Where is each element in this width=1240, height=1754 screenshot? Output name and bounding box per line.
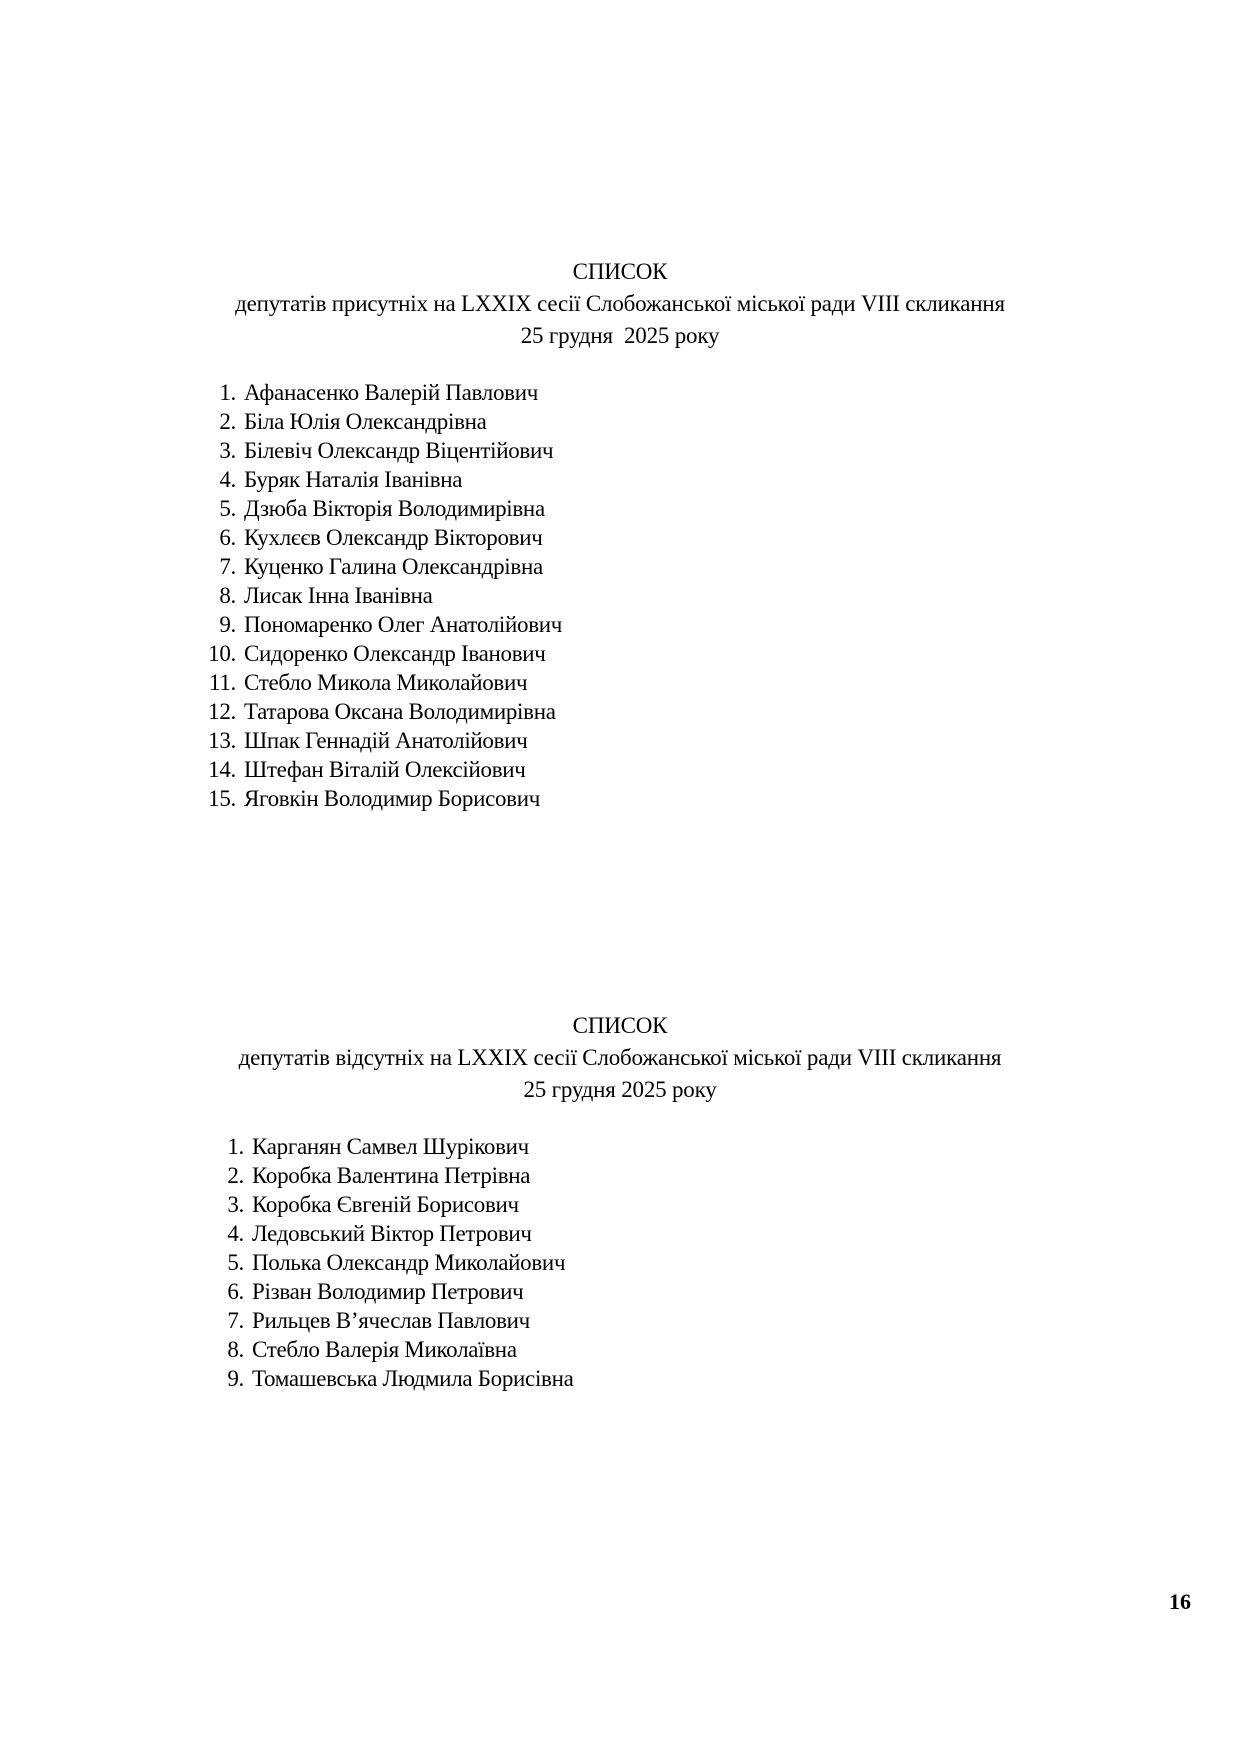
list-item [227, 1364, 574, 1393]
list-item-number: 4. [219, 467, 236, 492]
list-item [219, 436, 562, 465]
list-item-number: 15. [208, 786, 236, 811]
list-item-number: 1. [227, 1134, 244, 1159]
list-item [227, 1219, 574, 1248]
list-item [227, 1190, 574, 1219]
list-item [219, 378, 562, 407]
present-list-subtitle: депутатів присутніх на LXXIX сесії Слобожанської міської ради VIII скликання [235, 291, 1005, 316]
list-item [227, 1248, 574, 1277]
present-deputies-list [208, 378, 563, 813]
deputy-name: Куценко Галина Олександрівна [244, 554, 543, 579]
list-item-number: 2. [219, 409, 236, 434]
absent-list-title: СПИСОК [572, 1013, 668, 1038]
list-item-number: 4. [227, 1221, 244, 1246]
list-item [208, 726, 562, 755]
deputy-name: Стебло Валерія Миколаївна [252, 1337, 517, 1362]
deputy-name: Татарова Оксана Володимирівна [244, 699, 556, 724]
list-item [209, 668, 562, 697]
deputy-name: Стебло Микола Миколайович [244, 670, 528, 695]
absent-list-subtitle: депутатів відсутніх на LXXIX сесії Слобожанської міської ради VIII скликання [238, 1045, 1002, 1070]
list-item-number: 9. [219, 612, 236, 637]
present-list-date: 25 грудня 2025 року [520, 323, 720, 348]
list-item-number: 6. [219, 525, 236, 550]
absent-deputies-list [227, 1132, 574, 1393]
deputy-name: Шпак Геннадій Анатолійович [244, 728, 528, 753]
list-item [219, 465, 562, 494]
list-item [227, 1335, 574, 1364]
page-number: 16 [1169, 1589, 1191, 1614]
list-item [219, 523, 562, 552]
deputy-name: Лисак Інна Іванівна [244, 583, 433, 608]
deputy-name: Пономаренко Олег Анатолійович [244, 612, 563, 637]
deputy-name: Дзюба Вікторія Володимирівна [244, 496, 545, 521]
list-item [219, 610, 563, 639]
list-item [208, 755, 562, 784]
deputy-name: Біла Юлія Олександрівна [244, 409, 487, 434]
list-item-number: 6. [227, 1279, 244, 1304]
list-item-number: 7. [219, 554, 236, 579]
list-item [219, 581, 562, 610]
list-item-number: 9. [227, 1366, 244, 1391]
list-item-number: 8. [219, 583, 236, 608]
list-item [227, 1132, 574, 1161]
deputy-name: Штефан Віталій Олексійович [244, 757, 526, 782]
deputy-name: Різван Володимир Петрович [252, 1279, 524, 1304]
deputy-name: Яговкін Володимир Борисович [244, 786, 541, 811]
list-item [208, 784, 562, 813]
list-item-number: 3. [227, 1192, 244, 1217]
deputy-name: Сидоренко Олександр Іванович [244, 641, 546, 666]
list-item [227, 1306, 574, 1335]
list-item [208, 639, 562, 668]
list-item-number: 3. [219, 438, 236, 463]
list-item-number: 5. [227, 1250, 244, 1275]
list-item-number: 5. [219, 496, 236, 521]
list-item [219, 552, 562, 581]
list-item-number: 1. [219, 380, 236, 405]
list-item-number: 2. [227, 1163, 244, 1188]
deputy-name: Ледовський Віктор Петрович [252, 1221, 532, 1246]
deputy-name: Карганян Самвел Шурікович [252, 1134, 529, 1159]
list-item-number: 12. [208, 699, 236, 724]
list-item-number: 10. [208, 641, 236, 666]
list-item-number: 14. [208, 757, 236, 782]
present-list-header [0, 256, 1240, 352]
deputy-name: Рильцев В’ячеслав Павлович [252, 1308, 530, 1333]
present-list-title: СПИСОК [572, 259, 668, 284]
list-item [219, 494, 562, 523]
absent-list-date: 25 грудня 2025 року [523, 1077, 717, 1102]
deputy-name: Полька Олександр Миколайович [252, 1250, 566, 1275]
deputy-name: Коробка Валентина Петрівна [252, 1163, 531, 1188]
list-item-number: 11. [209, 670, 236, 695]
list-item [227, 1161, 574, 1190]
list-item [227, 1277, 574, 1306]
list-item-number: 7. [227, 1308, 244, 1333]
deputy-name: Коробка Євгеній Борисович [252, 1192, 519, 1217]
deputy-name: Томашевська Людмила Борисівна [252, 1366, 574, 1391]
deputy-name: Буряк Наталія Іванівна [244, 467, 463, 492]
deputy-name: Кухлєєв Олександр Вікторович [244, 525, 543, 550]
absent-list-header [0, 1010, 1240, 1106]
list-item-number: 13. [208, 728, 236, 753]
list-item [208, 697, 562, 726]
list-item-number: 8. [227, 1337, 244, 1362]
deputy-name: Білевіч Олександр Віцентійович [244, 438, 554, 463]
deputy-name: Афанасенко Валерій Павлович [244, 380, 538, 405]
list-item [219, 407, 562, 436]
